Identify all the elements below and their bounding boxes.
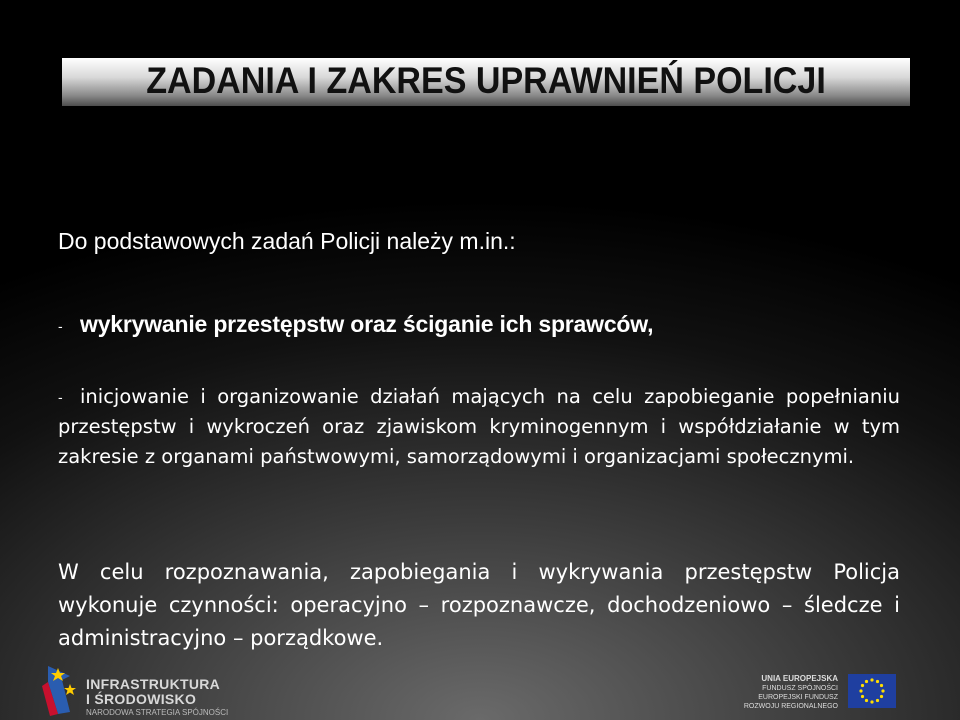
logo-line-2: I ŚRODOWISKO: [86, 691, 197, 707]
infrastruktura-logo: [40, 662, 240, 718]
eu-line-3: EUROPEJSKI FUNDUSZ: [758, 694, 838, 701]
logo-line-1: INFRASTRUKTURA: [86, 676, 221, 692]
bullet-text: inicjowanie i organizowanie działań mających na celu zapobieganie popełnianiu przestępstw i wykroczeń oraz zjawiskom kryminogennym i współdziałanie w tym zakresie z organami państwowymi, samorządowymi i organizacjami społecznymi.: [58, 385, 900, 468]
bullet-dash: -: [58, 317, 63, 334]
bullet-text: wykrywanie przestępstw oraz ściganie ich sprawców,: [80, 311, 654, 337]
logo-subline: NARODOWA STRATEGIA SPÓJNOŚCI: [86, 708, 229, 717]
bullet-item: [58, 382, 900, 471]
flag-star-logo-icon: [40, 662, 82, 718]
bullet-dash: -: [58, 388, 63, 405]
title-bar: [62, 58, 910, 106]
bullet-item: [58, 309, 653, 341]
eu-line-4: ROZWOJU REGIONALNEGO: [743, 703, 838, 710]
body-paragraph: W celu rozpoznawania, zapobiegania i wykrywania przestępstw Policja wykonuje czynności: operacyjno – rozpoznawcze, dochodzeniowo – śledcze i administracyjno – porządkowe.: [58, 560, 900, 650]
eu-line-2: FUNDUSZ SPÓJNOŚCI: [762, 685, 838, 692]
eu-logo: [720, 672, 956, 718]
intro-text: Do podstawowych zadań Policji należy m.in.:: [58, 228, 516, 254]
eu-flag-icon: [848, 674, 896, 708]
slide-title: ZADANIA I ZAKRES UPRAWNIEŃ POLICJI: [146, 60, 826, 101]
eu-line-1: UNIA EUROPEJSKA: [761, 674, 838, 683]
